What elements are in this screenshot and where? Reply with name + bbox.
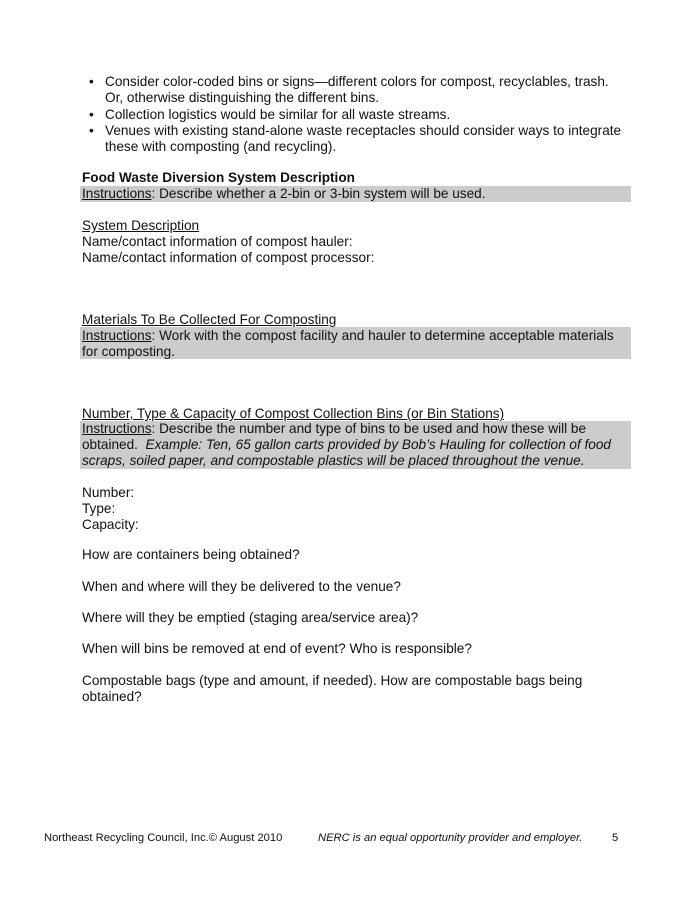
- instructions-label: Instructions: [82, 421, 152, 436]
- bullet-text: Collection logistics would be similar for all waste streams.: [105, 107, 451, 122]
- question-removal: When will bins be removed at end of event? Who is responsible?: [82, 641, 472, 656]
- field-capacity: Capacity:: [82, 517, 139, 532]
- instructions-text: : Describe the number and type of bins to be used and how these will be: [151, 421, 587, 436]
- field-number: Number:: [82, 485, 135, 500]
- field-type: Type:: [82, 501, 116, 516]
- bullet-icon: •: [89, 107, 94, 122]
- question-emptied: Where will they be emptied (staging area/service area)?: [82, 610, 419, 625]
- example-text-cont: scraps, soiled paper, and compostable plastics will be placed throughout the venue.: [82, 453, 585, 468]
- materials-heading: Materials To Be Collected For Composting: [82, 312, 337, 327]
- question-bags-cont: obtained?: [82, 689, 142, 704]
- page-number: 5: [612, 832, 619, 844]
- section-heading-food-waste: Food Waste Diversion System Description: [82, 170, 355, 185]
- instructions-label: Instructions: [82, 186, 152, 201]
- bullet-text: Or, otherwise distinguishing the different bins.: [105, 90, 380, 105]
- footer-equal-opportunity: NERC is an equal opportunity provider and employer.: [318, 832, 583, 844]
- bullet-text: Venues with existing stand-alone waste receptacles should consider ways to integrate: [105, 123, 622, 138]
- system-description-heading: System Description: [82, 218, 200, 233]
- field-hauler: Name/contact information of compost hauler:: [82, 234, 353, 249]
- instructions-text: : Work with the compost facility and hauler to determine acceptable materials: [151, 328, 614, 343]
- bins-heading: Number, Type & Capacity of Compost Collection Bins (or Bin Stations): [82, 406, 505, 421]
- instructions-label: Instructions: [82, 328, 152, 343]
- example-text: Example: Ten, 65 gallon carts provided by Bob’s Hauling for collection of food: [145, 437, 611, 452]
- bullet-icon: •: [89, 74, 94, 89]
- instructions-materials: [82, 328, 614, 344]
- instructions-text: obtained.: [82, 437, 146, 452]
- footer-copyright: Northeast Recycling Council, Inc.© August 2010: [44, 832, 283, 844]
- instructions-materials-cont: for composting.: [82, 344, 175, 359]
- bullet-icon: •: [89, 123, 94, 138]
- instructions-bins: [82, 421, 586, 437]
- bullet-text: these with composting (and recycling).: [105, 139, 337, 154]
- instructions-bins-line2: [82, 437, 611, 453]
- question-bags: Compostable bags (type and amount, if needed). How are compostable bags being: [82, 673, 583, 688]
- bullet-text: Consider color-coded bins or signs—different colors for compost, recyclables, trash.: [105, 74, 609, 89]
- question-delivery: When and where will they be delivered to the venue?: [82, 579, 401, 594]
- field-processor: Name/contact information of compost processor:: [82, 250, 375, 265]
- question-containers: How are containers being obtained?: [82, 547, 300, 562]
- instructions-text: : Describe whether a 2-bin or 3-bin system will be used.: [151, 186, 486, 201]
- instructions-food-waste: [82, 186, 485, 202]
